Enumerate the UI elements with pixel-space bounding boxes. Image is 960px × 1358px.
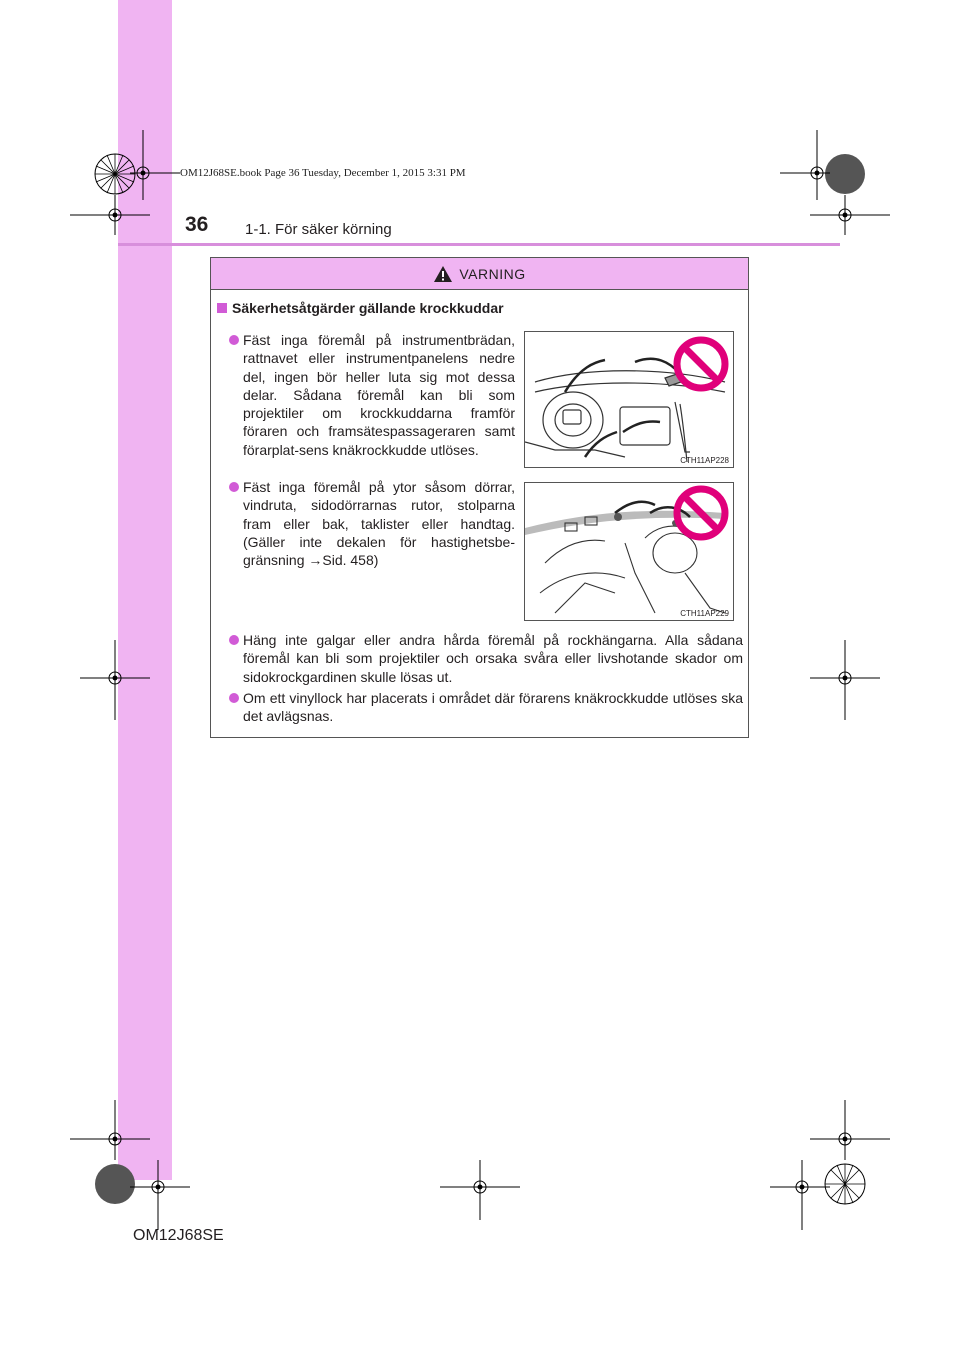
illustration-code: CTH11AP228 [680,456,729,465]
header-rule [118,243,840,246]
crosshair-mark-icon [770,1160,830,1230]
bullet-dot-icon [229,635,239,645]
crosshair-mark-icon [70,195,150,235]
bullet-text: Fäst inga föremål på instrumentbrädan, rattnavet eller instrumentpanelens nedre del, ingen bör heller luta sig mot dessa delar. Sådana föremål kan bli som projektiler om krockkuddarna framför föraren och framsätespassageraren samt förarplat-sens knäkrockkudde utlöses. [243,332,515,458]
warning-triangle-icon [433,265,453,283]
warning-header [211,258,748,290]
crosshair-mark-icon [810,640,880,720]
illustration-interior [524,482,734,621]
warning-subheading [217,300,504,316]
illustration-dashboard [524,331,734,468]
prohibition-icon [673,336,729,392]
bullet-dot-icon [229,693,239,703]
illustration-code: CTH11AP229 [680,609,729,618]
section-title: 1-1. För säker körning [245,221,392,238]
crosshair-mark-icon [780,130,830,200]
crosshair-mark-icon [440,1160,520,1230]
prohibition-icon [673,485,729,541]
crosshair-mark-icon [130,1160,190,1230]
footer-code: OM12J68SE [133,1227,224,1244]
warning-subheading-text: Säkerhetsåtgärder gällande krockkuddar [232,300,504,316]
bullet-text: Häng inte galgar eller andra hårda föremål på rockhängarna. Alla sådana föremål kan bli som projektiler och orsaka svåra eller livshotande skador om sidokrockgardinen skulle lösas ut. [243,632,743,685]
crosshair-mark-icon [130,130,180,200]
bullet-item [243,689,743,726]
bullet-item [243,331,515,459]
bullet-item [243,631,743,686]
square-bullet-icon [217,303,227,313]
bullet-text: Fäst inga föremål på ytor såsom dörrar, vindruta, sidodörrarnas rutor, stolparna fram eller bak, taklister eller handtag. (Gäller inte dekalen för hastighetsbe-gränsning →Sid. 458) [243,479,515,569]
page-number: 36 [185,213,209,236]
crosshair-mark-icon [810,195,890,235]
print-header: OM12J68SE.book Page 36 Tuesday, December 1, 2015 3:31 PM [180,167,466,179]
bullet-item [243,478,515,569]
bullet-dot-icon [229,482,239,492]
crosshair-mark-icon [80,640,150,720]
bullet-dot-icon [229,335,239,345]
warning-box [210,257,749,738]
warning-title: VARNING [459,265,526,282]
bullet-text: Om ett vinyllock har placerats i området där förarens knäkrockkudde utlöses ska det avlägsnas. [243,690,743,725]
